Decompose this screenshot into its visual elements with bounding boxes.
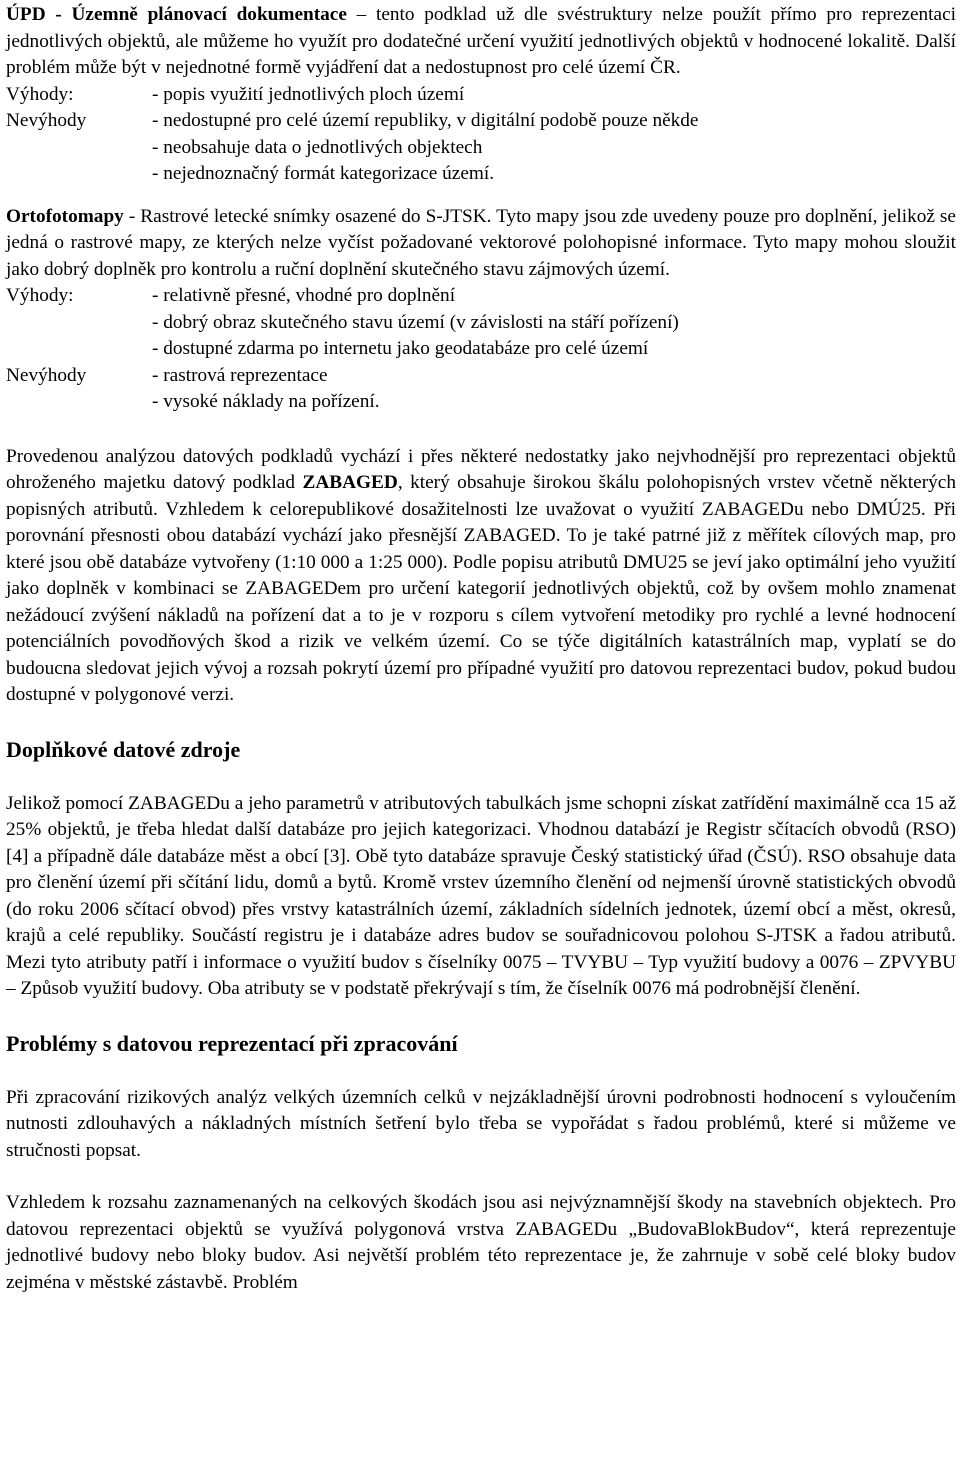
- list-item: - nejednoznačný formát kategorizace území.: [152, 163, 495, 184]
- ortofoto-lead: Ortofotomapy: [6, 205, 124, 227]
- document-page: [6, 2, 956, 1296]
- list-item: - dostupné zdarma po internetu jako geodatabáze pro celé území: [152, 338, 649, 359]
- budovy-paragraph: Vzhledem k rozsahu zaznamenaných na celkových škodách jsou asi nejvýznamnější škody na stavebních objektech. Pro datovou reprezentaci objektů se využívá polygonová vrstva ZABAGEDu „BudovaBlokBudov“, která reprezentuje jednotlivé budovy nebo bloky budov. Asi největší problém této reprezentace je, že zahrnuje v sobě celé bloky budov zejména v městské zástavbě. Problém: [6, 1192, 956, 1293]
- list-item: - dobrý obraz skutečného stavu území (v závislosti na stáří pořízení): [152, 311, 679, 333]
- list-item: - neobsahuje data o jednotlivých objektech: [152, 136, 483, 158]
- zabaged-bold: ZABAGED: [302, 472, 398, 493]
- list-item: Nevýhody - rastrová reprezentace: [6, 364, 328, 386]
- upd-body: tento podklad už dle svéstruktury nelze použít přímo pro reprezentaci jednotlivých objektů, ale můžeme ho využít pro dodatečné určení využití jednotlivých objektů v hodnocené lokalitě. Další problém může být v nejednotné formě vyjádření dat a nedostupnost pro celé území ČR.: [6, 4, 956, 78]
- section-heading-problemy: Problémy s datovou reprezentací při zpracování: [6, 1030, 458, 1056]
- problemy-paragraph: Při zpracování rizikových analýz velkých územních celků v nejzákladnější úrovni podrobnosti hodnocení s vyloučením nutnosti zdlouhavých a nákladných místních šetření bylo třeba se vypořádat s řadou problémů, které si můžeme ve stručnosti popsat.: [6, 1086, 956, 1161]
- list-item: Výhody: - popis využití jednotlivých ploch území: [6, 83, 465, 105]
- doplnkove-paragraph: Jelikož pomocí ZABAGEDu a jeho parametrů v atributových tabulkách jsme schopni získat zatřídění maximálně cca 15 až 25% objektů, je třeba hledat další databáze pro jejich kategorizaci. Vhodnou databází je Registr sčítacích obvodů (RSO) [4] a případně dále databáze měst a obcí [3]. Obě tyto databáze spravuje Český statistický úřad (ČSÚ). RSO obsahuje data pro členění území při sčítání lidu, domů a bytů. Kromě vrstev územního členění od nejmenší úrovně statistických obvodů (do roku 2006 sčítací obvod) přes vrstvy katastrálních území, základních sídelních jednotek, území obcí a měst, okresů, krajů a celé republiky. Součástí registru je i databáze adres budov se souřadnicovou polohou S-JTSK a řadou atributů. Mezi tyto atributy patří i informace o využití budov s číselníky 0075 – TVYBU – Typ využití budovy a 0076 – ZPVYBU – Způsob využití budovy. Oba atributy se v podstatě překrývají s tím, že číselník 0076 má podrobnější členění.: [6, 792, 956, 999]
- upd-pros-cons: [6, 82, 956, 188]
- section-heading-doplnkove: Doplňkové datové zdroje: [6, 736, 241, 762]
- zabaged-paragraph: Provedenou analýzou datových podkladů vychází i přes některé nedostatky jako nejvhodnější pro reprezentaci objektů ohroženého majetku datový podklad ZABAGED, který obsahuje širokou škálu polohopisných vrstev včetně některých popisných atributů. Vzhledem k celorepublikové dosažitelnosti lze uvažovat o využití ZABAGEDu nebo DMÚ25. Při porovnání přesnosti obou databází vychází jako přesnější ZABAGED. To je také patrné již z měřítek cílových map, pro které jsou obě databáze vytvořeny (1:10 000 a 1:25 000). Podle popisu atributů DMU25 se jeví jako optimální jeho využití jako doplněk v kombinaci se ZABAGEDem pro určení kategorií jednotlivých objektů, což by ovšem mohlo znamenat nežádoucí zvýšení nákladů na pořízení dat a to je v rozporu s cílem vytvoření metodiky pro rychlé a levné hodnocení potenciálních povodňových škod a rizik ve velkém území. Co se týče digitálních katastrálních map, vyplatí se do budoucna sledovat jejich vývoj a rozsah pokrytí území pro případné využití pro datovou reprezentaci budov, pokud budou dostupné v polygonové verzi.: [6, 445, 956, 705]
- ortofoto-paragraph: [6, 204, 956, 284]
- list-item: Nevýhody - nedostupné pro celé území republiky, v digitální podobě pouze někde: [6, 110, 699, 131]
- ortofoto-pros-cons: [6, 283, 956, 416]
- upd-paragraph: [6, 2, 956, 82]
- list-item: - vysoké náklady na pořízení.: [152, 391, 380, 412]
- list-item: Výhody: - relativně přesné, vhodné pro doplnění: [6, 285, 456, 306]
- upd-dash: –: [356, 4, 367, 25]
- upd-lead: ÚPD - Územně plánovací dokumentace: [6, 4, 347, 25]
- ortofoto-body: - Rastrové letecké snímky osazené do S-JTSK. Tyto mapy jsou zde uvedeny pouze pro doplnění, jelikož se jedná o rastrové mapy, ze kterých nelze vyčíst požadované vektorové polohopisné informace. Tyto mapy mohou sloužit jako dobrý doplněk pro kontrolu a ruční doplnění skutečného stavu zájmových území.: [6, 205, 956, 280]
